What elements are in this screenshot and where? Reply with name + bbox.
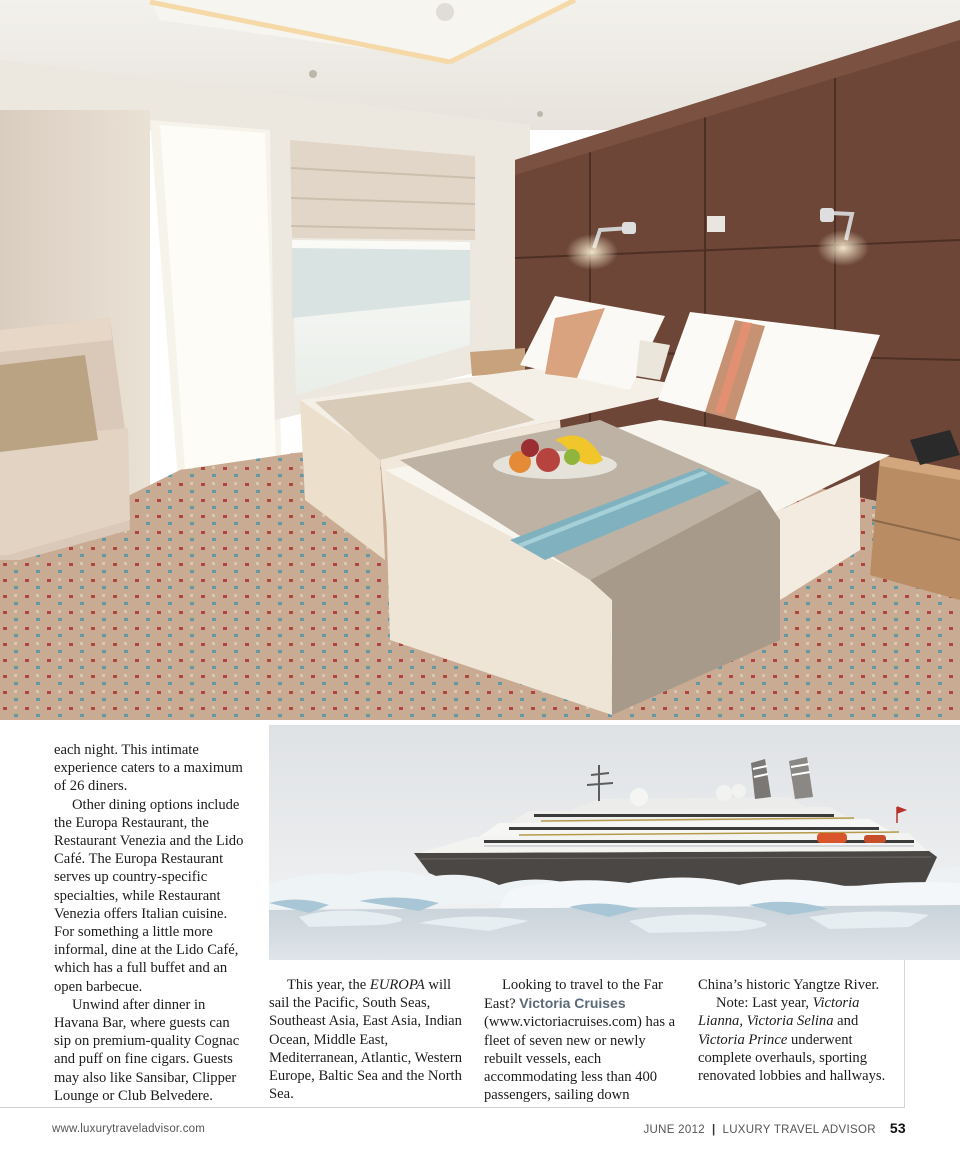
ship-name: Victoria Prince — [698, 1031, 788, 1048]
paragraph: Looking to travel to the Far East? Victoria Cruises (www.victoriacruises.com) has a fleet of seven new or newly rebuilt vessels, each accommodating less than 400 passengers, sailing down — [484, 977, 676, 1104]
folio — [643, 1120, 906, 1136]
issue-date: JUNE 2012 — [643, 1124, 705, 1136]
paragraph: each night. This intimate experience caters to a maximum of 26 diners. — [54, 742, 243, 795]
ship-names: Victoria Lianna, Victoria Selina — [698, 995, 860, 1030]
column-divider — [904, 960, 905, 1108]
paragraph: China’s historic Yangtze River. — [698, 977, 880, 993]
page-number: 53 — [889, 1120, 906, 1136]
footer-url: www.luxurytraveladvisor.com — [52, 1123, 206, 1135]
folio-separator: | — [711, 1124, 716, 1136]
brand-name: Victoria Cruises — [519, 995, 626, 1012]
ship-name: EUROPA — [369, 977, 425, 993]
article-column-2 — [269, 976, 465, 1103]
note-paragraph: Note: Last year, Victoria Lianna, Victoria Selina and Victoria Prince underwent complete overhauls, sporting renovated lobbies and hallways. — [698, 995, 886, 1085]
paragraph: This year, the EUROPA will sail the Pacific, South Seas, Southeast Asia, East Asia, Indian Ocean, Middle East, Mediterranean, Atlantic, Western Europe, Baltic Sea and the North Sea. — [269, 977, 463, 1103]
paragraph: Other dining options include the Europa Restaurant, the Restaurant Venezia and the Lido Café. The Europa Restaurant serves up country-specific specialties, while Restaurant Venezia offers Italian cuisine. For something a little more informal, dine at the Lido Café, which has a full buffet and an open barbecue. — [54, 796, 244, 995]
publication-name: LUXURY TRAVEL ADVISOR — [722, 1124, 876, 1136]
paragraph: Unwind after dinner in Havana Bar, where guests can sip on premium-quality Cognac and puff on fine cigars. Guests may also like Sansibar, Clipper Lounge or Club Belvedere. — [54, 996, 240, 1104]
cruise-ship-photo — [269, 725, 960, 960]
article-column-4 — [698, 976, 898, 1085]
footer-divider — [0, 1107, 905, 1108]
article-column-1 — [54, 741, 248, 1105]
article-column-3 — [484, 976, 680, 1104]
